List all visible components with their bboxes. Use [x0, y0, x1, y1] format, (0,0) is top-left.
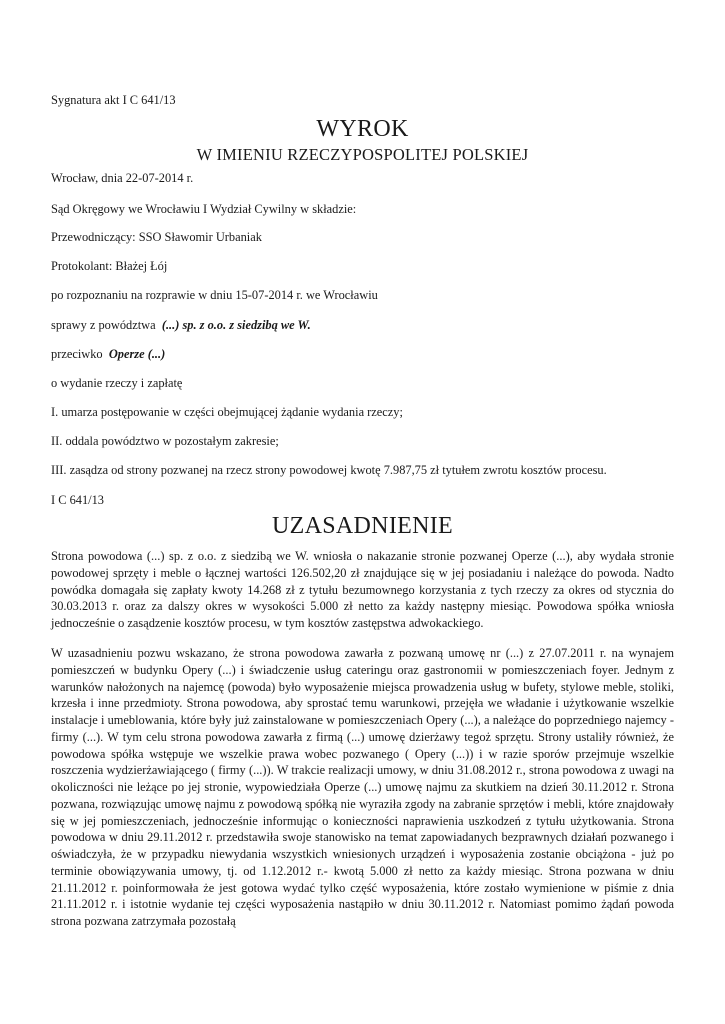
court-clerk: Protokolant: Błażej Łój — [51, 259, 168, 273]
chairman: Przewodniczący: SSO Sławomir Urbaniak — [51, 230, 262, 244]
ruling-item: I. umarza postępowanie w części obejmującej żądanie wydania rzeczy; — [51, 405, 403, 419]
justification-paragraph: W uzasadnieniu pozwu wskazano, że strona powodowa zawarła z pozwaną umowę nr (...) z 27.07.2011 r. na wynajem pomieszczeń w budynku Opery (...) i świadczenie usług cateringu oraz gastronomii w pomieszczeniach foyer. Jednym z warunków nałożonych na najemcę (powoda) było wyposażenie miejsca prowadzenia usług w bufety, stylowe meble, stoliki, krzesła i inne przedmioty. Strona powodowa, aby sprostać temu warunkowi, przejęła we władanie i użytkowanie wszelkie instalacje i umeblowania, które były już zainstalowane w pomieszczeniach Opery (...), a należące do poprzedniego najemcy - firmy (...). W tym celu strona powodowa zawarła z firmą (...) umowę dzierżawy tegoż sprzętu. Strony ustaliły również, że powodowa spółka wstępuje we wszelkie prawa wobec pozwanego ( Opery (...)) i w razie sporów przejmuje wszelkie roszczenia wydzierżawiającego ( firmy (...)). W trakcie realizacji umowy, w dniu 31.08.2012 r., strona powodowa z uwagi na okoliczności nie leżące po jej stronie, wypowiedziała Operze (...) umowę najmu za skutkiem na dzień 30.11.2012 r. Strona pozwana, rozwiązując umowę najmu z powodową spółką nie wyraziła zgody na zabranie sprzętów i mebli, które znajdowały się w jej pomieszczeniach, jednocześnie informując o konieczności naprawienia uszkodzeń z tytułu użytkowania. Strona powodowa w dniu 29.11.2012 r. przedstawiła swoje stanowisko na temat zapowiadanych bezprawnych działań pozwanego i oświadczyła, że w przypadku niewydania wszystkich wniesionych urządzeń i wyposażenia zostanie obciążona - już po terminie obowiązywania umowy, tj. od 1.12.2012 r.- kwotą 5.000 zł netto za każdy miesiąc. Strona pozwana w dniu 21.11.2012 r. poinformowała że jest gotowa wydać tylko część wyposażenia, które zostało wymienione w piśmie z dnia 21.11.2012 r. i istotnie wydanie tej części wyposażenia nastąpiło w dniu 30.11.2012 r. Natomiast pomimo żądań powoda strona pozwana zatrzymała pozostałą — [51, 646, 674, 928]
case-reference: I C 641/13 — [51, 493, 105, 507]
ruling-item: II. oddala powództwo w pozostałym zakresie; — [51, 434, 279, 448]
place-date: Wrocław, dnia 22-07-2014 r. — [51, 171, 194, 185]
ruling-item: III. zasądza od strony pozwanej na rzecz strony powodowej kwotę 7.987,75 zł tytułem zwrotu kosztów procesu. — [51, 463, 607, 477]
case-plaintiff-line — [51, 318, 311, 333]
plaintiff-name: (...) sp. z o.o. z siedzibą we W. — [161, 318, 311, 332]
against-prefix: przeciwko — [51, 347, 103, 361]
justification-paragraph: Strona powodowa (...) sp. z o.o. z siedzibą we W. wniosła o nakazanie stronie pozwanej Operze (...), aby wydała stronie powodowej sprzęty i meble o łącznej wartości 126.502,20 zł znajdujące się w jej posiadaniu i należące do powoda. Nadto powódka domagała się zapłaty kwoty 14.268 zł z tytułu bezumownego korzystania z tych rzeczy za okres od stycznia do 30.03.2013 r. oraz za dalszy okres w wysokości 5.000 zł netto za każdy następny miesiąc. Powodowa spółka wniosła jednocześnie o zasądzenie kosztów procesu, w tym kosztów zastępstwa adwokackiego. — [51, 549, 674, 630]
case-signature: Sygnatura akt I C 641/13 — [51, 93, 176, 107]
judgment-title: WYROK — [316, 116, 409, 142]
defendant-name: Operze (...) — [108, 347, 166, 361]
case-subject: o wydanie rzeczy i zapłatę — [51, 376, 183, 390]
judgment-subtitle: W IMIENIU RZECZYPOSPOLITEJ POLSKIEJ — [196, 145, 529, 164]
justification-heading: UZASADNIENIE — [272, 513, 453, 539]
case-defendant-line — [51, 347, 165, 362]
hearing-info: po rozpoznaniu na rozprawie w dniu 15-07-2014 r. we Wrocławiu — [51, 288, 378, 302]
case-prefix: sprawy z powództwa — [51, 318, 156, 332]
court-composition: Sąd Okręgowy we Wrocławiu I Wydział Cywilny w składzie: — [51, 202, 357, 216]
